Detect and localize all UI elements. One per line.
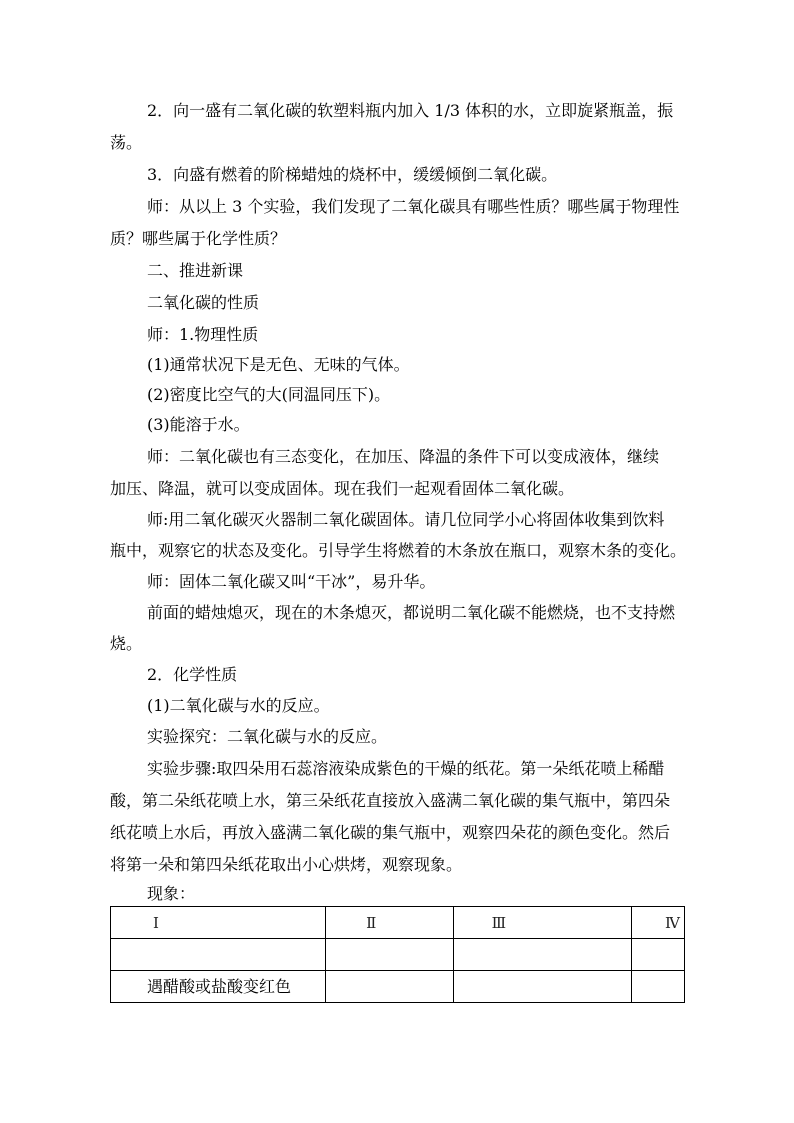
paragraph-step-2-line-2: 荡。 <box>110 133 143 152</box>
table-header-cell: Ⅳ <box>632 907 685 939</box>
table-header-cell: Ⅱ <box>326 907 454 939</box>
table-header-cell: Ⅲ <box>453 907 632 939</box>
section-heading-new-lesson: 二、推进新课 <box>147 261 244 280</box>
table-header-row <box>111 907 685 939</box>
table-cell <box>326 939 454 971</box>
paragraph-three-states-line-2: 加压、降温，就可以变成固体。现在我们一起观看固体二氧化碳。 <box>110 479 575 498</box>
experiment-steps-line-4: 将第一朵和第四朵纸花取出小心烘烤，观察现象。 <box>110 855 463 874</box>
paragraph-dry-ice: 师：固体二氧化碳又叫“干冰”，易升华。 <box>147 572 436 591</box>
table-cell <box>632 939 685 971</box>
physical-property-3: (3)能溶于水。 <box>147 415 250 434</box>
paragraph-three-states-line-1: 师：二氧化碳也有三态变化，在加压、降温的条件下可以变成液体，继续 <box>147 447 660 466</box>
table-cell <box>111 939 326 971</box>
table-cell <box>453 971 632 1003</box>
table-header-cell: Ⅰ <box>111 907 326 939</box>
physical-property-1: (1)通常状况下是无色、无味的气体。 <box>147 355 410 374</box>
topic-heading-co2-properties: 二氧化碳的性质 <box>147 293 260 312</box>
paragraph-not-combustible-line-1: 前面的蜡烛熄灭，现在的木条熄灭，都说明二氧化碳不能燃烧，也不支持燃 <box>147 603 676 622</box>
paragraph-step-3: 3．向盛有燃着的阶梯蜡烛的烧杯中，缓缓倾倒二氧化碳。 <box>147 165 558 184</box>
table-row <box>111 939 685 971</box>
table-row <box>111 971 685 1003</box>
paragraph-step-2-line-1: 2．向一盛有二氧化碳的软塑料瓶内加入 1/3 体积的水，立即旋紧瓶盖，振 <box>147 101 674 120</box>
chemical-property-1: (1)二氧化碳与水的反应。 <box>147 696 330 715</box>
paragraph-teacher-question-line-2: 质？哪些属于化学性质？ <box>110 229 287 248</box>
phenomenon-table <box>110 906 685 1003</box>
physical-property-2: (2)密度比空气的大(同温同压下)。 <box>147 385 391 404</box>
table-cell <box>453 939 632 971</box>
subheading-physical-properties: 师：1.物理性质 <box>147 325 259 344</box>
paragraph-extinguisher-line-1: 师:用二氧化碳灭火器制二氧化碳固体。请几位同学小心将固体收集到饮料 <box>147 510 665 529</box>
table-cell <box>632 971 685 1003</box>
paragraph-teacher-question-line-1: 师：从以上 3 个实验，我们发现了二氧化碳具有哪些性质？哪些属于物理性 <box>147 197 680 216</box>
table-cell: 遇醋酸或盐酸变红色 <box>111 971 326 1003</box>
phenomenon-label: 现象： <box>147 884 196 903</box>
subheading-chemical-properties: 2．化学性质 <box>147 665 238 684</box>
table-cell <box>326 971 454 1003</box>
experiment-steps-line-1: 实验步骤:取四朵用石蕊溶液染成紫色的干燥的纸花。第一朵纸花喷上稀醋 <box>147 759 665 778</box>
paragraph-extinguisher-line-2: 瓶中，观察它的状态及变化。引导学生将燃着的木条放在瓶口，观察木条的变化。 <box>110 541 687 560</box>
paragraph-not-combustible-line-2: 烧。 <box>110 634 143 653</box>
experiment-steps-line-2: 酸，第二朵纸花喷上水，第三朵纸花直接放入盛满二氧化碳的集气瓶中，第四朵 <box>110 791 671 810</box>
experiment-title: 实验探究：二氧化碳与水的反应。 <box>147 727 388 746</box>
experiment-steps-line-3: 纸花喷上水后，再放入盛满二氧化碳的集气瓶中，观察四朵花的颜色变化。然后 <box>110 823 671 842</box>
